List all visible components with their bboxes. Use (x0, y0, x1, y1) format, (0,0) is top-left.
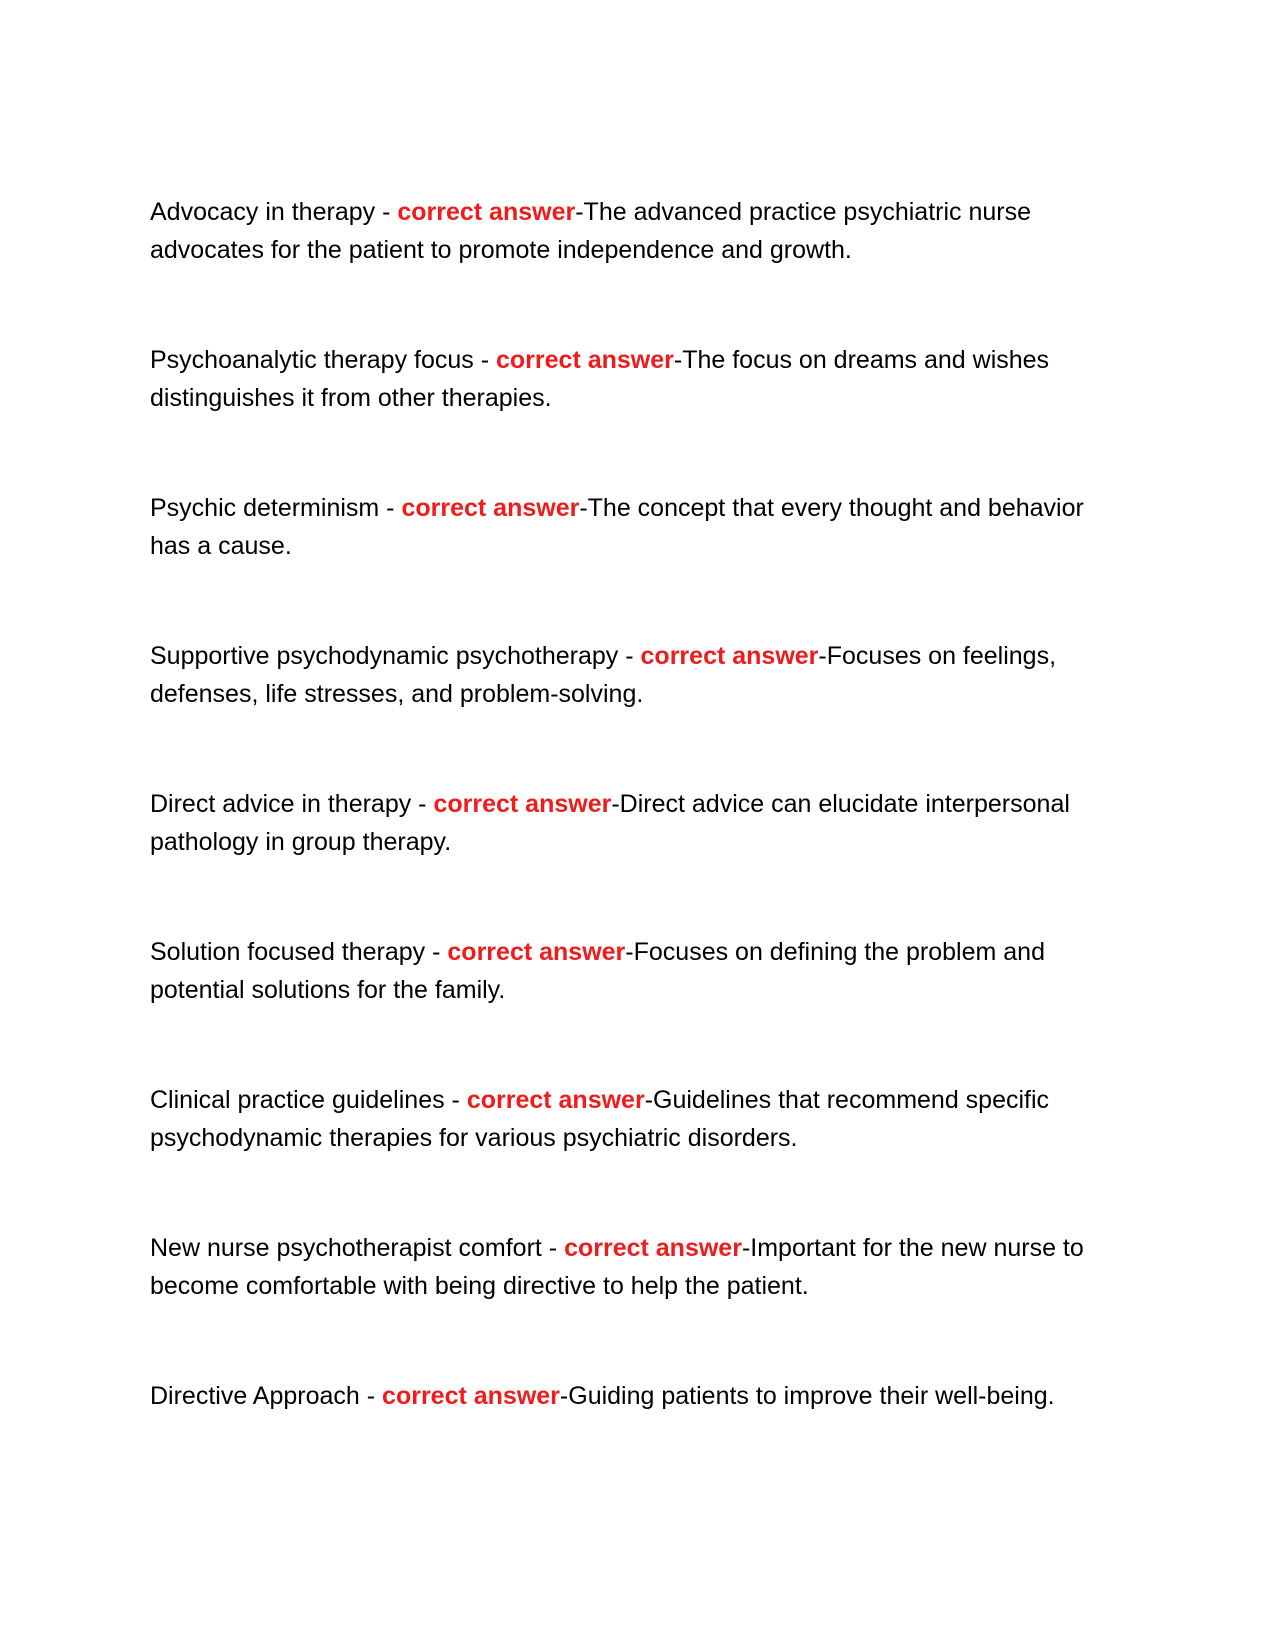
entry-term: Supportive psychodynamic psychotherapy (150, 642, 619, 670)
answer-dash: - (579, 494, 588, 522)
correct-answer-label: correct answer (382, 1382, 560, 1410)
term-separator: - (359, 1382, 383, 1410)
correct-answer-label: correct answer (564, 1234, 742, 1262)
flashcard-entry (150, 785, 1130, 861)
entry-term: Psychoanalytic therapy focus (150, 346, 474, 374)
entry-term: Psychic determinism (150, 494, 380, 522)
correct-answer-label: correct answer (466, 1086, 645, 1114)
entry-definition: The focus on dreams and wishes distinguishes it from other therapies. (150, 346, 1050, 412)
term-separator: - (618, 642, 641, 670)
answer-dash: - (673, 346, 683, 374)
term-separator: - (379, 494, 402, 522)
term-separator: - (411, 790, 434, 818)
correct-answer-label: correct answer (640, 642, 819, 670)
entry-definition: Focuses on defining the problem and potential solutions for the family. (150, 938, 1045, 1004)
answer-dash: - (611, 790, 620, 818)
entry-definition: The advanced practice psychiatric nurse advocates for the patient to promote independence and growth. (150, 198, 1031, 264)
term-separator: - (541, 1234, 565, 1262)
answer-dash: - (625, 938, 634, 966)
entry-definition: Guiding patients to improve their well-being. (568, 1382, 1055, 1410)
correct-answer-label: correct answer (496, 346, 674, 374)
entry-term: Direct advice in therapy (150, 790, 412, 818)
entry-definition: Focuses on feelings, defenses, life stresses, and problem-solving. (150, 642, 1057, 708)
flashcard-entry (150, 1377, 1130, 1415)
flashcard-entry (150, 933, 1130, 1009)
flashcard-list (150, 193, 1130, 1487)
flashcard-entry (150, 341, 1130, 417)
answer-dash: - (559, 1382, 569, 1410)
flashcard-entry (150, 637, 1130, 713)
entry-term: Directive Approach (150, 1382, 360, 1410)
term-separator: - (375, 198, 398, 226)
entry-term: New nurse psychotherapist comfort (150, 1234, 542, 1262)
answer-dash: - (575, 198, 584, 226)
term-separator: - (425, 938, 448, 966)
entry-definition: Guidelines that recommend specific psychodynamic therapies for various psychiatric disorders. (150, 1086, 1050, 1152)
entry-definition: The concept that every thought and behavior has a cause. (150, 494, 1084, 560)
entry-definition: Direct advice can elucidate interpersonal pathology in group therapy. (150, 790, 1070, 856)
answer-dash: - (818, 642, 827, 670)
flashcard-entry (150, 193, 1130, 269)
entry-term: Advocacy in therapy (150, 198, 376, 226)
flashcard-entry (150, 1081, 1130, 1157)
entry-term: Solution focused therapy (150, 938, 426, 966)
term-separator: - (444, 1086, 467, 1114)
flashcard-entry (150, 489, 1130, 565)
correct-answer-label: correct answer (433, 790, 612, 818)
term-separator: - (473, 346, 496, 374)
answer-dash: - (644, 1086, 654, 1114)
correct-answer-label: correct answer (447, 938, 626, 966)
entry-definition: Important for the new nurse to become comfortable with being directive to help the patient. (150, 1234, 1084, 1300)
correct-answer-label: correct answer (397, 198, 576, 226)
correct-answer-label: correct answer (401, 494, 580, 522)
flashcard-entry (150, 1229, 1130, 1305)
entry-term: Clinical practice guidelines (150, 1086, 445, 1114)
answer-dash: - (741, 1234, 751, 1262)
